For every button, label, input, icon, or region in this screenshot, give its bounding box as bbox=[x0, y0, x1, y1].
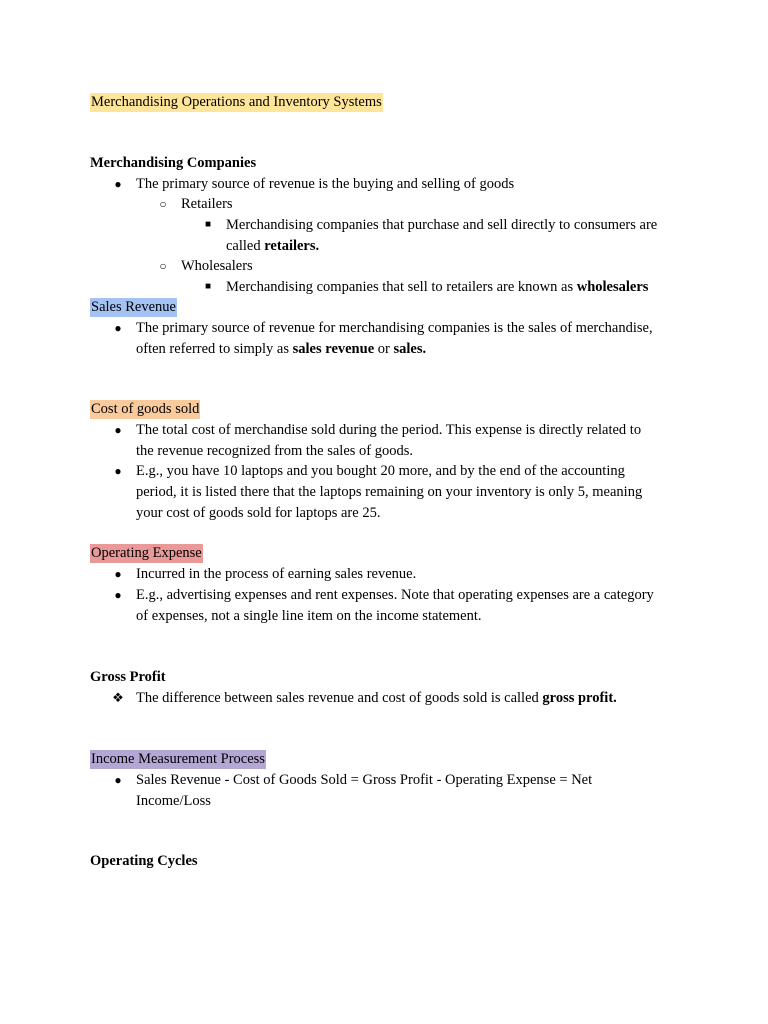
operating-expense-item2-line2: of expenses, not a single line item on the income statement. bbox=[136, 608, 482, 624]
income-measurement-heading-text: Income Measurement Process bbox=[91, 751, 265, 767]
diamond-bullet-icon: ❖ bbox=[112, 690, 124, 705]
cogs-heading bbox=[90, 399, 200, 419]
retailers-term: retailers. bbox=[264, 238, 320, 254]
disc-bullet-icon: ● bbox=[114, 464, 122, 478]
sales-revenue-line1: The primary source of revenue for merchandising companies is the sales of merchandise, bbox=[136, 320, 653, 336]
disc-bullet-icon: ● bbox=[114, 567, 122, 581]
merchandising-companies-heading: Merchandising Companies bbox=[90, 155, 257, 171]
disc-bullet-icon: ● bbox=[114, 588, 122, 602]
retailers-definition-line1: Merchandising companies that purchase and sell directly to consumers are bbox=[226, 217, 658, 233]
disc-bullet-icon: ● bbox=[114, 321, 122, 335]
sales-term: sales. bbox=[393, 341, 427, 357]
disc-bullet-icon: ● bbox=[114, 423, 122, 437]
cogs-heading-text: Cost of goods sold bbox=[91, 401, 200, 417]
cogs-item1-line2: the revenue recognized from the sales of goods. bbox=[136, 443, 414, 459]
income-measurement-line2: Income/Loss bbox=[136, 793, 211, 809]
wholesalers-term: wholesalers bbox=[576, 279, 649, 295]
cogs-item2-line3: your cost of goods sold for laptops are 25. bbox=[136, 505, 381, 521]
operating-cycles-heading: Operating Cycles bbox=[90, 853, 198, 869]
wholesalers-definition bbox=[226, 277, 648, 297]
income-measurement-line1: Sales Revenue - Cost of Goods Sold = Gross Profit - Operating Expense = Net bbox=[136, 772, 593, 788]
cogs-item1-line1: The total cost of merchandise sold during the period. This expense is directly related to bbox=[136, 422, 642, 438]
gross-profit-heading: Gross Profit bbox=[90, 669, 166, 685]
operating-expense-item2-line1: E.g., advertising expenses and rent expenses. Note that operating expenses are a category bbox=[136, 587, 654, 603]
merchandising-item-text: The primary source of revenue is the buying and selling of goods bbox=[136, 176, 515, 192]
gross-profit-item-prefix: The difference between sales revenue and cost of goods sold is called bbox=[136, 690, 543, 706]
circle-bullet-icon: ○ bbox=[159, 197, 167, 211]
sales-revenue-heading-text: Sales Revenue bbox=[91, 299, 176, 315]
disc-bullet-icon: ● bbox=[114, 177, 122, 191]
operating-expense-item1: Incurred in the process of earning sales revenue. bbox=[136, 566, 417, 582]
sales-revenue-line2-prefix: often referred to simply as bbox=[136, 341, 293, 357]
square-bullet-icon: ■ bbox=[204, 281, 212, 292]
sales-revenue-line2-mid: or bbox=[374, 341, 394, 357]
retailers-definition-prefix: called bbox=[226, 238, 265, 254]
cogs-item2-line2: period, it is listed there that the laptops remaining on your inventory is only 5, meaning bbox=[136, 484, 643, 500]
gross-profit-item bbox=[136, 688, 617, 708]
sales-revenue-term: sales revenue bbox=[292, 341, 375, 357]
operating-expense-heading bbox=[90, 543, 203, 563]
sales-revenue-line2 bbox=[136, 339, 426, 359]
operating-expense-heading-text: Operating Expense bbox=[91, 545, 202, 561]
circle-bullet-icon: ○ bbox=[159, 259, 167, 273]
wholesalers-label: Wholesalers bbox=[181, 258, 253, 274]
income-measurement-heading bbox=[90, 749, 266, 769]
document-title-text: Merchandising Operations and Inventory Systems bbox=[91, 94, 382, 110]
document-title bbox=[90, 92, 383, 112]
square-bullet-icon: ■ bbox=[204, 219, 212, 230]
wholesalers-definition-prefix: Merchandising companies that sell to retailers are known as bbox=[226, 279, 577, 295]
retailers-label: Retailers bbox=[181, 196, 233, 212]
disc-bullet-icon: ● bbox=[114, 773, 122, 787]
sales-revenue-heading bbox=[90, 297, 177, 317]
gross-profit-term: gross profit. bbox=[542, 690, 617, 706]
retailers-definition-line2 bbox=[226, 236, 319, 256]
cogs-item2-line1: E.g., you have 10 laptops and you bought 20 more, and by the end of the accounting bbox=[136, 463, 625, 479]
